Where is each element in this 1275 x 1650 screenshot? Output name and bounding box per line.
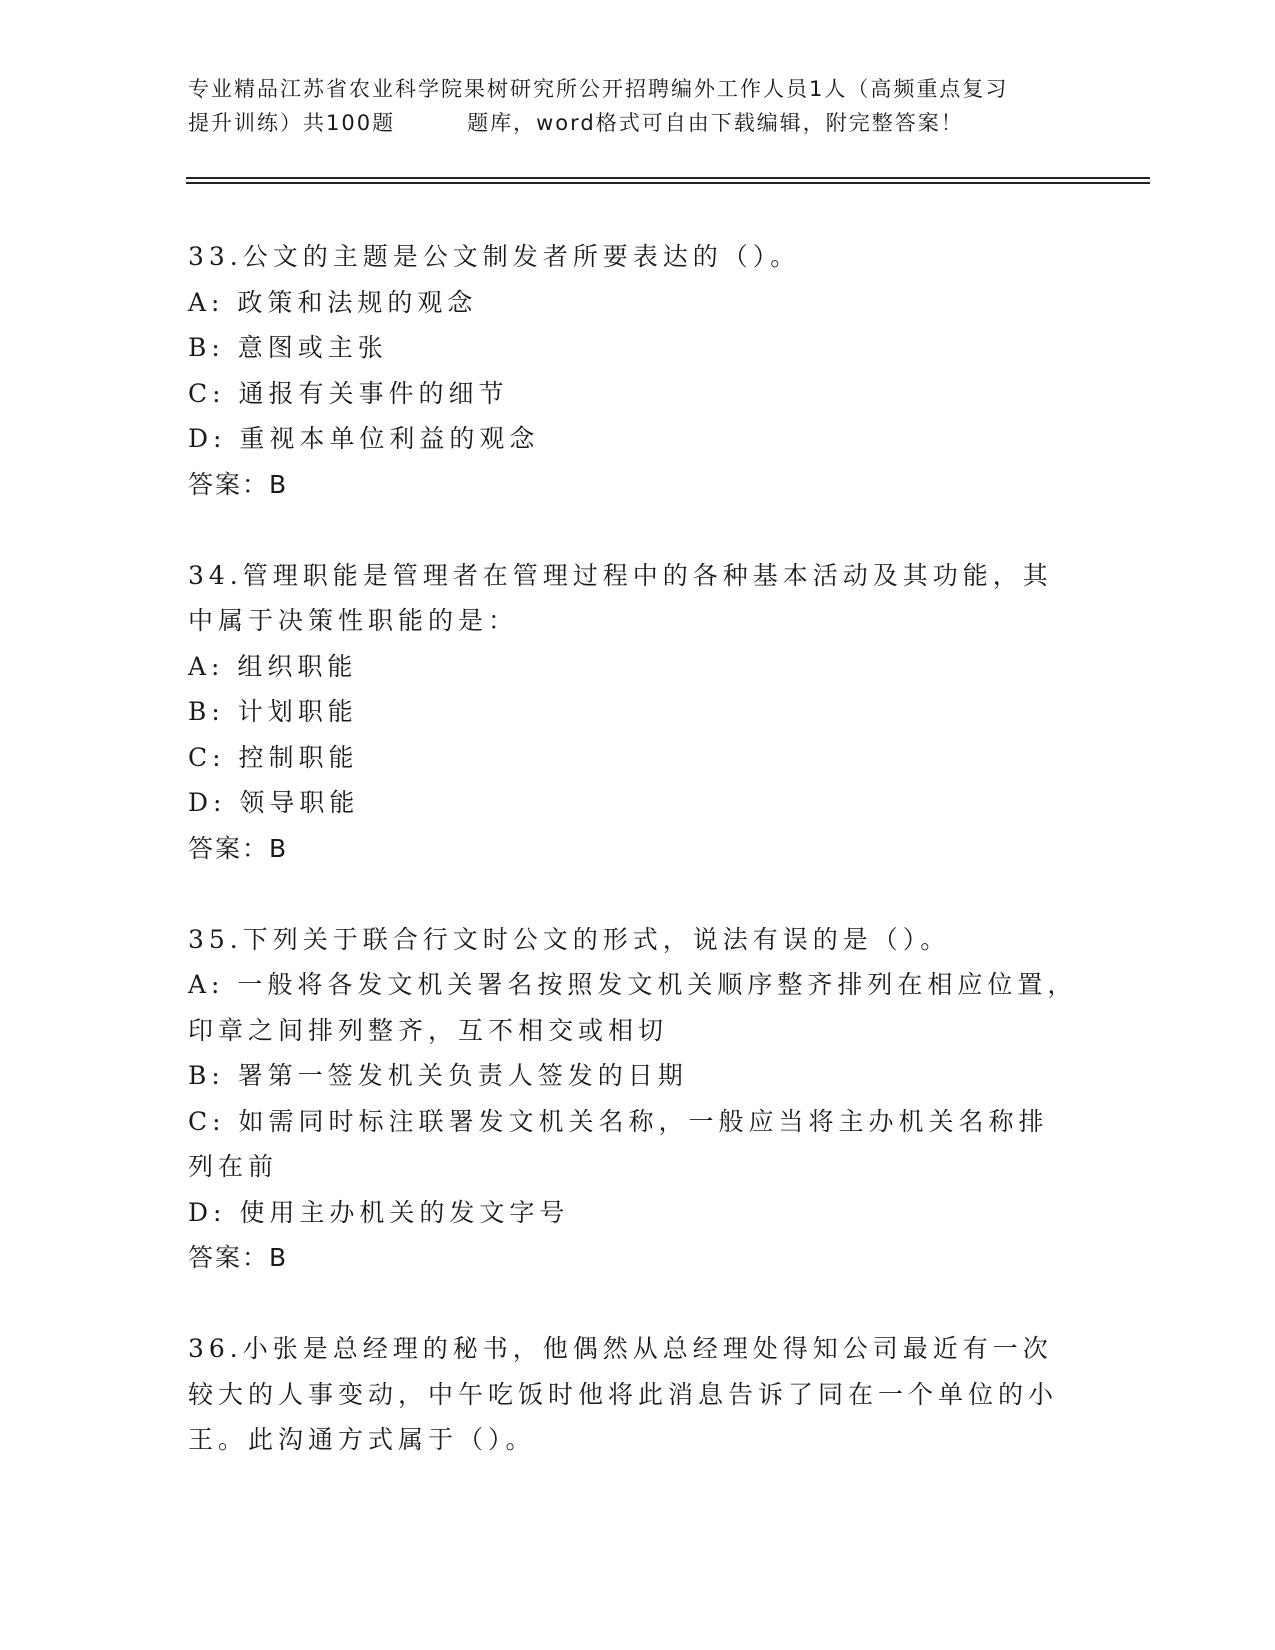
question-36 <box>188 1326 1078 1463</box>
answer: 答案：B <box>188 833 289 863</box>
document-header <box>188 72 1088 140</box>
option-d: D: 重视本单位利益的观念 <box>188 424 540 453</box>
question-33 <box>188 234 1078 507</box>
question-stem: 36.小张是总经理的秘书，他偶然从总经理处得知公司最近有一次较大的人事变动，中午吃饭时他将此消息告诉了同在一个单位的小王。此沟通方式属于（）。 <box>188 1334 1059 1454</box>
option-a: A: 政策和法规的观念 <box>188 287 478 317</box>
question-stem: 35.下列关于联合行文时公文的形式，说法有误的是（）。 <box>188 924 951 954</box>
option-b: B: 意图或主张 <box>188 333 388 362</box>
question-stem: 34.管理职能是管理者在管理过程中的各种基本活动及其功能，其中属于决策性职能的是： <box>188 560 1053 635</box>
header-line-2-part-b: 题库，word格式可自由下载编辑，附完整答案！ <box>467 111 964 135</box>
header-line-1: 专业精品江苏省农业科学院果树研究所公开招聘编外工作人员1人（高频重点复习 <box>188 77 1009 101</box>
answer: 答案：B <box>188 469 289 499</box>
option-a: A: 一般将各发文机关署名按照发文机关顺序整齐排列在相应位置，印章之间排列整齐，互不相交或相切 <box>188 970 1078 1045</box>
question-35 <box>188 917 1078 1281</box>
option-d: D: 领导职能 <box>188 788 360 817</box>
option-a: A: 组织职能 <box>188 651 358 681</box>
question-list <box>188 234 1078 1508</box>
header-divider-bottom <box>186 182 1150 184</box>
answer: 答案：B <box>188 1243 289 1272</box>
option-c: C: 通报有关事件的细节 <box>188 378 509 408</box>
option-c: C: 控制职能 <box>188 742 359 772</box>
option-c: C: 如需同时标注联署发文机关名称，一般应当将主办机关名称排列在前 <box>188 1106 1049 1181</box>
option-d: D: 使用主办机关的发文字号 <box>188 1197 570 1227</box>
header-line-2 <box>188 106 1088 140</box>
header-divider-top <box>186 177 1150 179</box>
header-line-2-part-a: 提升训练）共100题 <box>188 111 396 135</box>
question-34 <box>188 553 1078 872</box>
option-b: B: 计划职能 <box>188 697 358 726</box>
question-stem: 33.公文的主题是公文制发者所要表达的（）。 <box>188 242 801 271</box>
option-b: B: 署第一签发机关负责人签发的日期 <box>188 1061 688 1090</box>
